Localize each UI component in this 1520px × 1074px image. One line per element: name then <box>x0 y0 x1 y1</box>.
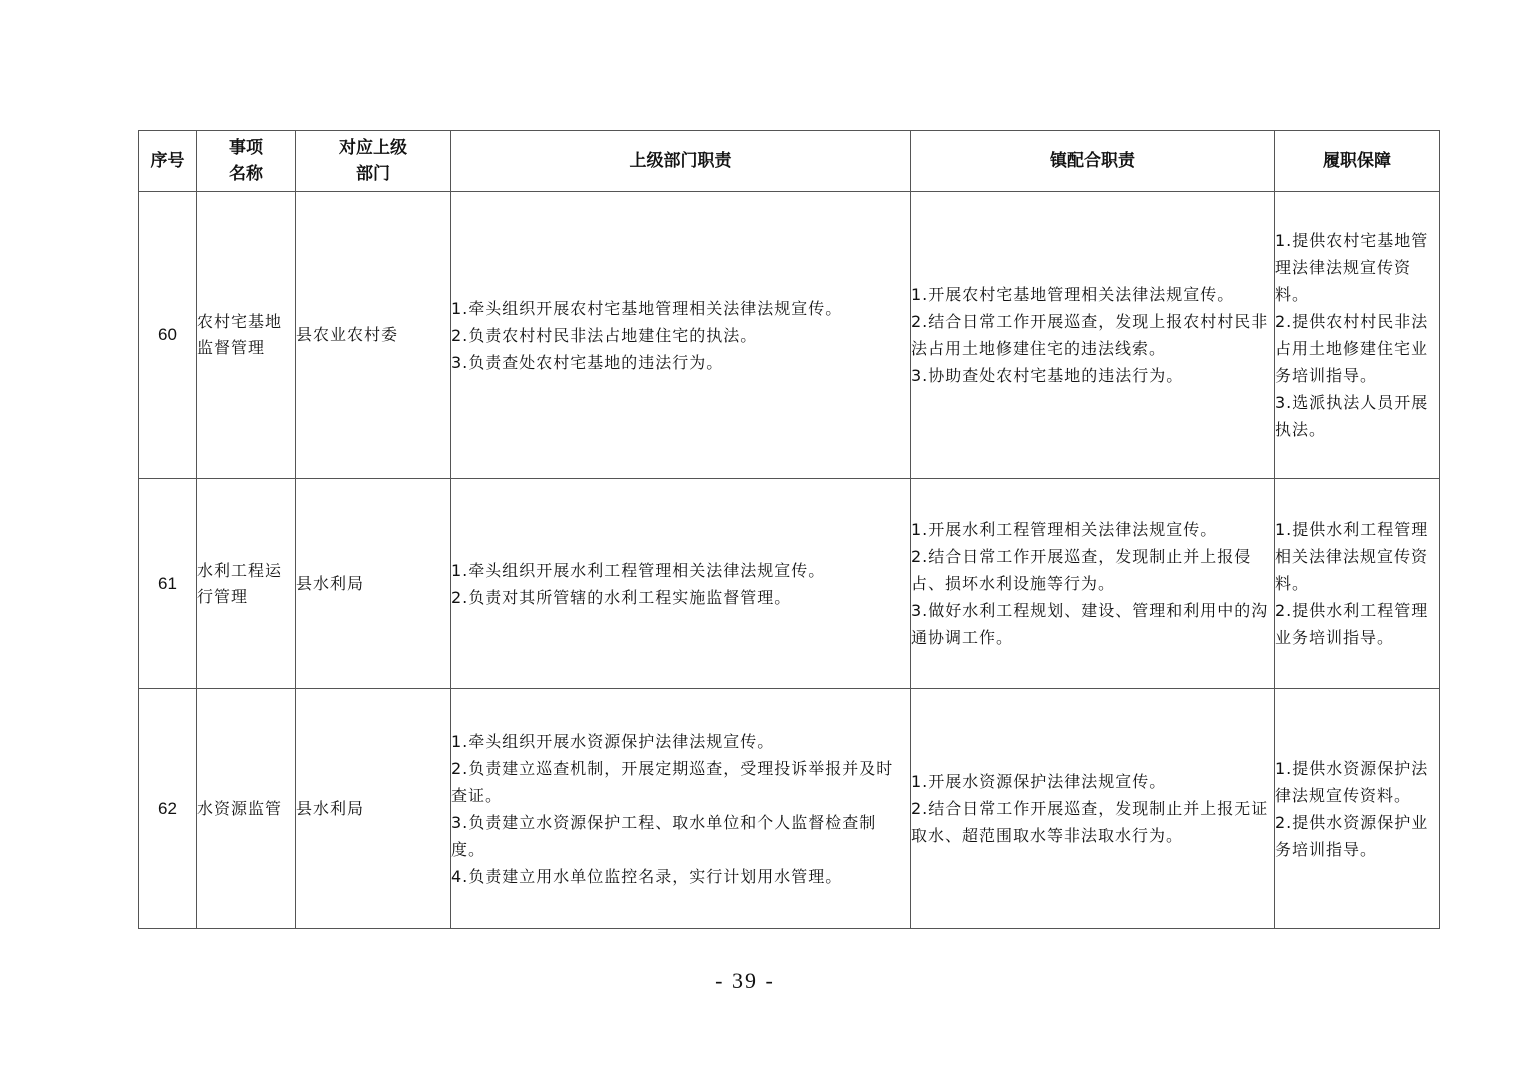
row-town-duty <box>911 689 1275 929</box>
row-upper-duty <box>451 192 911 479</box>
row-item-name: 水利工程运行管理 <box>197 479 296 689</box>
town-duty-item: 2.结合日常工作开展巡查，发现上报农村村民非法占用土地修建住宅的违法线索。 <box>911 312 1269 358</box>
row-upper-duty <box>451 689 911 929</box>
page-number: - 39 - <box>715 968 775 993</box>
guarantee-item: 2.提供水利工程管理业务培训指导。 <box>1275 601 1429 647</box>
header-upper-dept-line1: 对应上级 <box>339 138 407 158</box>
upper-duty-item: 1.牵头组织开展水资源保护法律法规宣传。 <box>451 731 775 751</box>
row-upper-dept: 县农业农村委 <box>296 192 451 479</box>
upper-duty-item: 1.牵头组织开展水利工程管理相关法律法规宣传。 <box>451 560 826 580</box>
guarantee-item: 1.提供农村宅基地管理法律法规宣传资料。 <box>1275 231 1429 304</box>
town-duty-item: 1.开展水利工程管理相关法律法规宣传。 <box>911 520 1218 539</box>
header-no: 序号 <box>139 131 197 192</box>
upper-duty-item: 2.负责对其所管辖的水利工程实施监督管理。 <box>451 587 792 607</box>
guarantee-item: 1.提供水资源保护法律法规宣传资料。 <box>1275 758 1429 805</box>
row-upper-dept: 县水利局 <box>296 689 451 929</box>
guarantee-item: 2.提供水资源保护业务培训指导。 <box>1275 812 1429 859</box>
town-duty-item: 2.结合日常工作开展巡查，发现制止并上报无证取水、超范围取水等非法取水行为。 <box>911 799 1269 845</box>
upper-duty-item: 3.负责查处农村宅基地的违法行为。 <box>451 352 724 372</box>
row-no: 61 <box>139 479 197 689</box>
header-upper-dept <box>296 131 451 192</box>
upper-duty-item: 2.负责农村村民非法占地建住宅的执法。 <box>451 325 758 345</box>
row-guarantee <box>1275 192 1440 479</box>
row-no: 62 <box>139 689 197 929</box>
header-upper-dept-line2: 部门 <box>356 164 390 184</box>
row-item-name: 农村宅基地监督管理 <box>197 192 296 479</box>
row-no: 60 <box>139 192 197 479</box>
upper-duty-item: 3.负责建立水资源保护工程、取水单位和个人监督检查制度。 <box>451 812 877 859</box>
row-upper-dept: 县水利局 <box>296 479 451 689</box>
upper-duty-item: 1.牵头组织开展农村宅基地管理相关法律法规宣传。 <box>451 298 843 318</box>
row-town-duty <box>911 479 1275 689</box>
upper-duty-item: 4.负责建立用水单位监控名录，实行计划用水管理。 <box>451 866 843 886</box>
row-item-name: 水资源监管 <box>197 689 296 929</box>
row-guarantee <box>1275 479 1440 689</box>
header-upper-duty: 上级部门职责 <box>451 131 911 192</box>
guarantee-item: 2.提供农村村民非法占用土地修建住宅业务培训指导。 <box>1275 312 1429 385</box>
table-row <box>139 192 1440 479</box>
header-item-name-line1: 事项 <box>229 138 263 158</box>
row-town-duty <box>911 192 1275 479</box>
header-item-name-line2: 名称 <box>229 164 263 184</box>
guarantee-item: 1.提供水利工程管理相关法律法规宣传资料。 <box>1275 520 1429 593</box>
town-duty-item: 2.结合日常工作开展巡查，发现制止并上报侵占、损坏水利设施等行为。 <box>911 547 1252 593</box>
header-item-name <box>197 131 296 192</box>
town-duty-item: 3.协助查处农村宅基地的违法行为。 <box>911 366 1184 385</box>
header-guarantee: 履职保障 <box>1275 131 1440 192</box>
table-row <box>139 689 1440 929</box>
table-row <box>139 479 1440 689</box>
duty-table <box>138 130 1440 929</box>
row-upper-duty <box>451 479 911 689</box>
upper-duty-item: 2.负责建立巡查机制，开展定期巡查，受理投诉举报并及时查证。 <box>451 758 894 805</box>
table-header-row <box>139 131 1440 192</box>
row-guarantee <box>1275 689 1440 929</box>
guarantee-item: 3.选派执法人员开展执法。 <box>1275 393 1429 439</box>
town-duty-item: 1.开展水资源保护法律法规宣传。 <box>911 772 1167 791</box>
town-duty-item: 1.开展农村宅基地管理相关法律法规宣传。 <box>911 285 1235 304</box>
header-town-duty: 镇配合职责 <box>911 131 1275 192</box>
town-duty-item: 3.做好水利工程规划、建设、管理和利用中的沟通协调工作。 <box>911 601 1269 647</box>
